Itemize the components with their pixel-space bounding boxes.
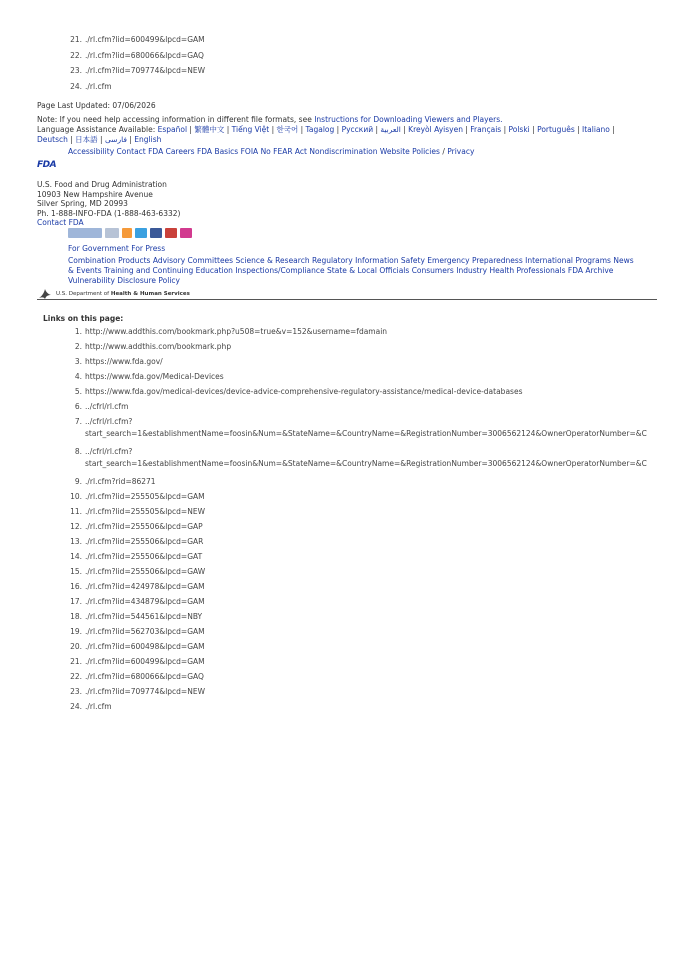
language-link[interactable]: العربية bbox=[380, 125, 401, 134]
list-item-text: ./rl.cfm?lid=600498&lpcd=GAM bbox=[85, 642, 205, 651]
list-item-text: https://www.fda.gov/medical-devices/device-advice-comprehensive-regulatory-assistance/medical-device-databases bbox=[85, 387, 523, 396]
nav-links-line1 bbox=[68, 256, 634, 266]
usa-gov-icon[interactable] bbox=[68, 228, 102, 238]
links-heading: Links on this page: bbox=[43, 314, 124, 323]
list-item-number: 18. bbox=[70, 612, 82, 621]
language-assistance bbox=[37, 125, 615, 135]
language-link[interactable]: Tagalog bbox=[305, 125, 335, 134]
list-item bbox=[68, 536, 689, 551]
list-item-number: 22. bbox=[70, 50, 82, 60]
list-item-number: 17. bbox=[70, 597, 82, 606]
list-item-continuation: start_search=1&establishmentName=foosin&Num=&StateName=&CountryName=&RegistrationNumber=3006562124&OwnerOperatorNumber=&C bbox=[85, 429, 647, 438]
footer-link[interactable]: Nondiscrimination bbox=[309, 147, 378, 156]
footer-link[interactable]: Website Policies bbox=[379, 147, 440, 156]
list-item-number: 12. bbox=[70, 522, 82, 531]
list-item bbox=[68, 701, 689, 716]
nav-link[interactable]: Safety bbox=[400, 256, 425, 265]
page-last-updated: Page Last Updated: 07/06/2026 bbox=[37, 101, 156, 110]
list-item bbox=[68, 641, 689, 656]
social-icons bbox=[68, 227, 192, 239]
nav-link[interactable]: & Events bbox=[68, 266, 102, 275]
language-link[interactable]: Русский bbox=[341, 125, 374, 134]
footer-links bbox=[68, 147, 474, 157]
nav-link[interactable]: Industry bbox=[456, 266, 488, 275]
separator: | bbox=[224, 125, 232, 134]
language-link[interactable]: Polski bbox=[508, 125, 530, 134]
list-item-text: http://www.addthis.com/bookmark.php?u508=true&v=152&username=fdamain bbox=[85, 327, 388, 336]
list-item-text: ./rl.cfm?lid=600499&lpcd=GAM bbox=[85, 35, 205, 44]
list-item bbox=[68, 50, 205, 66]
nav-link[interactable]: State & Local Officials bbox=[327, 266, 410, 275]
list-item-number: 3. bbox=[74, 357, 82, 366]
language-link[interactable]: Kreyòl Ayisyen bbox=[408, 125, 463, 134]
list-item-text: ../cfrl/rl.cfm bbox=[85, 402, 129, 411]
list-item-number: 5. bbox=[74, 387, 82, 396]
list-item-text: https://www.fda.gov/ bbox=[85, 357, 163, 366]
list-item bbox=[68, 566, 689, 581]
separator: | bbox=[462, 125, 471, 134]
list-item-number: 13. bbox=[70, 537, 82, 546]
list-item-number: 23. bbox=[70, 687, 82, 696]
list-item-number: 2. bbox=[74, 342, 82, 351]
for-press-link[interactable]: For Press bbox=[131, 244, 166, 253]
list-item-text: ./rl.cfm bbox=[85, 702, 112, 711]
list-item-continuation: start_search=1&establishmentName=foosin&Num=&StateName=&CountryName=&RegistrationNumber=3006562124&OwnerOperatorNumber=&C bbox=[85, 459, 647, 468]
language-links-line2 bbox=[37, 135, 161, 145]
list-item bbox=[68, 491, 689, 506]
language-link[interactable]: English bbox=[134, 135, 162, 144]
formats-note bbox=[37, 115, 503, 125]
list-item-number: 9. bbox=[74, 477, 82, 486]
language-assistance-label: Language Assistance Available: bbox=[37, 125, 158, 134]
footer-link[interactable]: FDA Basics bbox=[196, 147, 239, 156]
for-government-link[interactable]: For Government bbox=[68, 244, 129, 253]
nav-links-line3 bbox=[68, 276, 180, 286]
youtube-icon[interactable] bbox=[165, 228, 177, 238]
list-item-number: 24. bbox=[70, 81, 82, 91]
list-item bbox=[68, 686, 689, 701]
language-link[interactable]: 한국어 bbox=[276, 125, 299, 134]
language-link[interactable]: Tiếng Việt bbox=[231, 125, 270, 134]
list-item-number: 19. bbox=[70, 627, 82, 636]
language-links-line1 bbox=[158, 125, 615, 134]
list-item bbox=[68, 671, 689, 686]
separator: | bbox=[609, 125, 615, 134]
audience-links bbox=[68, 244, 165, 254]
list-item-text: ./rl.cfm?rid=86271 bbox=[85, 477, 156, 486]
footer-link[interactable]: Contact FDA bbox=[116, 147, 164, 156]
list-item-text: ./rl.cfm?lid=255505&lpcd=GAM bbox=[85, 492, 205, 501]
instructions-link[interactable]: Instructions for Downloading Viewers and Players. bbox=[314, 115, 503, 124]
list-item-text: ./rl.cfm?lid=255506&lpcd=GAP bbox=[85, 522, 203, 531]
list-item-number: 14. bbox=[70, 552, 82, 561]
nav-links-line2 bbox=[68, 266, 613, 276]
list-item bbox=[68, 446, 689, 476]
list-item bbox=[68, 521, 689, 536]
nav-link[interactable]: Emergency Preparedness bbox=[427, 256, 523, 265]
list-item-text: ./rl.cfm?lid=709774&lpcd=NEW bbox=[85, 66, 205, 75]
address-org: U.S. Food and Drug Administration bbox=[37, 180, 167, 189]
list-item-number: 1. bbox=[74, 327, 82, 336]
list-item bbox=[68, 81, 205, 97]
language-link[interactable]: Italiano bbox=[582, 125, 610, 134]
list-item-number: 21. bbox=[70, 35, 82, 44]
links-list bbox=[68, 326, 689, 716]
list-item-number: 23. bbox=[70, 66, 82, 75]
list-item-number: 16. bbox=[70, 582, 82, 591]
separator: | bbox=[529, 125, 538, 134]
list-item-text: ./rl.cfm?lid=434879&lpcd=GAM bbox=[85, 597, 205, 606]
flickr-icon[interactable] bbox=[180, 228, 192, 238]
language-link[interactable]: Español bbox=[157, 125, 188, 134]
list-item-text: ./rl.cfm?lid=255506&lpcd=GAT bbox=[85, 552, 203, 561]
list-item-text: ./rl.cfm?lid=562703&lpcd=GAM bbox=[85, 627, 205, 636]
separator: | bbox=[67, 135, 76, 144]
nav-link[interactable]: Regulatory Information bbox=[311, 256, 399, 265]
list-item-number: 11. bbox=[70, 507, 82, 516]
list-item-text: ./rl.cfm?lid=544561&lpcd=NBY bbox=[85, 612, 203, 621]
nav-link[interactable]: Vulnerability Disclosure Policy bbox=[68, 276, 180, 285]
address-phone: Ph. 1-888-INFO-FDA (1-888-463-6332) bbox=[37, 208, 181, 218]
footer-link[interactable]: FOIA bbox=[240, 147, 259, 156]
list-item-text: ./rl.cfm?lid=680066&lpcd=GAQ bbox=[85, 672, 204, 681]
list-item bbox=[68, 341, 689, 356]
hhs-label bbox=[56, 291, 190, 297]
hhs-name: Health & Human Services bbox=[110, 291, 190, 297]
twitter-icon[interactable] bbox=[135, 228, 147, 238]
list-item-text: ./rl.cfm?lid=255506&lpcd=GAW bbox=[85, 567, 206, 576]
nav-link[interactable]: Combination Products bbox=[68, 256, 151, 265]
list-item-text: ./rl.cfm?lid=680066&lpcd=GAQ bbox=[85, 50, 204, 60]
list-item-number: 10. bbox=[70, 492, 82, 501]
facebook-icon[interactable] bbox=[150, 228, 162, 238]
language-link[interactable]: 日本語 bbox=[75, 135, 98, 144]
hhs-prefix: U.S. Department of bbox=[56, 291, 111, 297]
list-item bbox=[68, 611, 689, 626]
nav-link[interactable]: News bbox=[613, 256, 634, 265]
list-item bbox=[68, 401, 689, 416]
footer-link[interactable]: No FEAR Act bbox=[260, 147, 307, 156]
separator: | bbox=[501, 125, 509, 134]
list-item-text: ./rl.cfm?lid=255505&lpcd=NEW bbox=[85, 507, 205, 516]
fda-logo[interactable]: FDA bbox=[37, 160, 57, 170]
email-icon[interactable] bbox=[105, 228, 119, 238]
separator: | bbox=[269, 125, 277, 134]
nav-link[interactable]: Advisory Committees bbox=[152, 256, 234, 265]
list-item bbox=[68, 371, 689, 386]
list-item-number: 7. bbox=[74, 417, 82, 426]
formats-note-text: Note: If you need help accessing information in different file formats, see bbox=[37, 115, 315, 124]
list-item-number: 6. bbox=[74, 402, 82, 411]
list-item bbox=[68, 596, 689, 611]
nav-link[interactable]: International Programs bbox=[525, 256, 611, 265]
list-item-text: ./rl.cfm?lid=709774&lpcd=NEW bbox=[85, 687, 205, 696]
footer-link[interactable]: Careers bbox=[165, 147, 195, 156]
list-item bbox=[68, 476, 689, 491]
address-street: 10903 New Hampshire Avenue bbox=[37, 189, 153, 199]
address-block bbox=[37, 180, 180, 228]
list-item bbox=[68, 65, 205, 81]
list-item-text: https://www.fda.gov/Medical-Devices bbox=[85, 372, 224, 381]
nav-link[interactable]: FDA Archive bbox=[567, 266, 614, 275]
footer-link[interactable]: Accessibility bbox=[68, 147, 115, 156]
list-item-number: 21. bbox=[70, 657, 82, 666]
list-item bbox=[68, 356, 689, 371]
separator: | bbox=[97, 135, 105, 144]
nav-link[interactable]: Training and Continuing Education bbox=[104, 266, 233, 275]
rss-icon[interactable] bbox=[122, 228, 132, 238]
list-item-number: 8. bbox=[74, 447, 82, 456]
list-item-text: ./rl.cfm?lid=255506&lpcd=GAR bbox=[85, 537, 204, 546]
nav-link[interactable]: Science & Research bbox=[235, 256, 310, 265]
separator: | bbox=[574, 125, 583, 134]
list-item-text: ../cfrl/rl.cfm? bbox=[85, 417, 133, 426]
list-item bbox=[68, 416, 689, 446]
list-item bbox=[68, 551, 689, 566]
list-item-text: http://www.addthis.com/bookmark.php bbox=[85, 342, 232, 351]
contact-fda-link[interactable]: Contact FDA bbox=[37, 218, 84, 227]
list-item bbox=[68, 581, 689, 596]
separator: | bbox=[334, 125, 342, 134]
separator: | bbox=[298, 125, 306, 134]
list-item bbox=[68, 506, 689, 521]
list-item-text: ../cfrl/rl.cfm? bbox=[85, 447, 133, 456]
separator: | bbox=[373, 125, 381, 134]
list-item-text: ./rl.cfm?lid=600499&lpcd=GAM bbox=[85, 657, 205, 666]
language-link[interactable]: فارسی bbox=[104, 135, 127, 144]
nav-link[interactable]: Consumers bbox=[411, 266, 454, 275]
language-link[interactable]: Português bbox=[537, 125, 575, 134]
list-item bbox=[68, 386, 689, 401]
list-item-number: 22. bbox=[70, 672, 82, 681]
list-item bbox=[68, 326, 689, 341]
language-link[interactable]: 繁體中文 bbox=[194, 125, 225, 134]
list-item-number: 4. bbox=[74, 372, 82, 381]
list-item-text: ./rl.cfm?lid=424978&lpcd=GAM bbox=[85, 582, 205, 591]
separator: | bbox=[400, 125, 409, 134]
language-link[interactable]: Français bbox=[470, 125, 502, 134]
nav-link[interactable]: Health Professionals bbox=[489, 266, 566, 275]
list-item bbox=[68, 34, 205, 50]
separator: | bbox=[187, 125, 195, 134]
divider bbox=[37, 299, 657, 300]
top-link-list bbox=[68, 34, 205, 96]
address-city: Silver Spring, MD 20993 bbox=[37, 199, 128, 208]
footer-link[interactable]: Privacy bbox=[447, 147, 475, 156]
list-item-number: 20. bbox=[70, 642, 82, 651]
list-item bbox=[68, 656, 689, 671]
nav-link[interactable]: Inspections/Compliance bbox=[235, 266, 325, 275]
language-link[interactable]: Deutsch bbox=[37, 135, 68, 144]
list-item-text: ./rl.cfm bbox=[85, 81, 112, 91]
list-item-number: 24. bbox=[70, 702, 82, 711]
list-item-number: 15. bbox=[70, 567, 82, 576]
list-item bbox=[68, 626, 689, 641]
separator: | bbox=[127, 135, 135, 144]
separator: / bbox=[442, 147, 445, 156]
